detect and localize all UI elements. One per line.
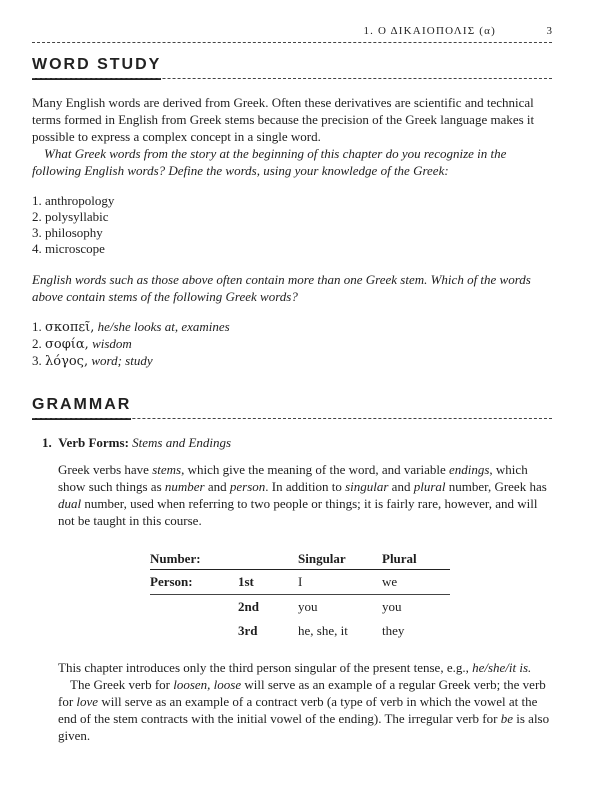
grammar-section [32,396,552,744]
list-item: 4. microscope [32,241,105,256]
table-row [150,595,450,620]
page-content [32,56,552,744]
grammar-rule [32,418,552,419]
english-word-list [32,193,552,257]
list-item: 3. λόγος, word; study [32,353,153,369]
running-head: 1. Ο ΔΙΚΑΙΟΠΟΛΙΣ (α) [363,25,496,37]
table-row [150,570,450,595]
greek-word: σκοπεῖ, [45,320,95,335]
example-verbs-paragraph: The Greek verb for loosen, loose will serve as an example of a regular Greek verb; the verb for love will serve as an example of a contract verb (a type of verb in which the vowel at the end of the stem contracts with the initial vowel of the ending). The irregular verb for be is also given. [58,677,550,743]
word-study-prompt-1: What Greek words from the story at the beginning of this chapter do you recognize in the following English words? Define the words, using your knowledge of the Greek: [32,146,507,178]
word-study-rule [32,78,552,79]
gloss: wisdom [92,336,132,351]
grammar-title: GRAMMAR [32,396,131,417]
page-number: 3 [546,25,552,37]
stems-endings-paragraph: Greek verbs have stems, which give the meaning of the word, and variable endings, which show such things as number and person. In addition to singular and plural number, Greek has dual number, used when referring to two people or things; it is fairly rare, however, and will not be taught in this course. [58,462,547,528]
third-person-paragraph: This chapter introduces only the third person singular of the present tense, e.g., he/she/it is. [58,660,532,675]
table-cell-person: 3rd [238,623,258,638]
table-cell-plural: we [382,570,450,595]
word-study-title: WORD STUDY [32,56,161,77]
page-header [32,22,552,43]
table-header-plural: Plural [382,549,450,570]
person-number-table [150,549,450,643]
greek-word-list [32,319,552,370]
word-study-section [32,56,552,370]
table-person-label: Person: [150,570,238,595]
list-item: 3. philosophy [32,225,103,240]
list-item: 2. σοφία, wisdom [32,336,132,352]
table-row [150,619,450,643]
greek-word: λόγος, [45,354,89,369]
subsection-heading: 1. Verb Forms: Stems and Endings [42,435,232,450]
word-study-prompt-2: English words such as those above often contain more than one Greek stem. Which of the words above contain stems of the following Greek words? [32,272,531,304]
list-item: 2. polysyllabic [32,209,109,224]
list-item: 1. anthropology [32,193,115,208]
table-cell-singular: I [298,570,382,595]
table-cell-plural: they [382,623,405,638]
subsection-body [58,461,552,744]
list-item: 1. σκοπεῖ, he/she looks at, examines [32,319,230,335]
table-header-row [150,549,450,570]
table-cell-plural: you [382,599,402,614]
table-cell-person: 1st [238,570,298,595]
word-study-intro: Many English words are derived from Greek. Often these derivatives are scientific and technical terms formed in English from Greek stems because the precision of the Greek language makes it possible to express a complex concept in a single word. [32,95,535,144]
table-cell-singular: he, she, it [298,623,348,638]
table-cell-singular: you [298,599,318,614]
greek-word: σοφία, [45,337,89,352]
table-header-singular: Singular [298,549,382,570]
table-cell-person: 2nd [238,599,259,614]
table-header-number: Number: [150,549,238,570]
gloss: word; study [91,353,153,368]
gloss: he/she looks at, examines [97,319,230,334]
